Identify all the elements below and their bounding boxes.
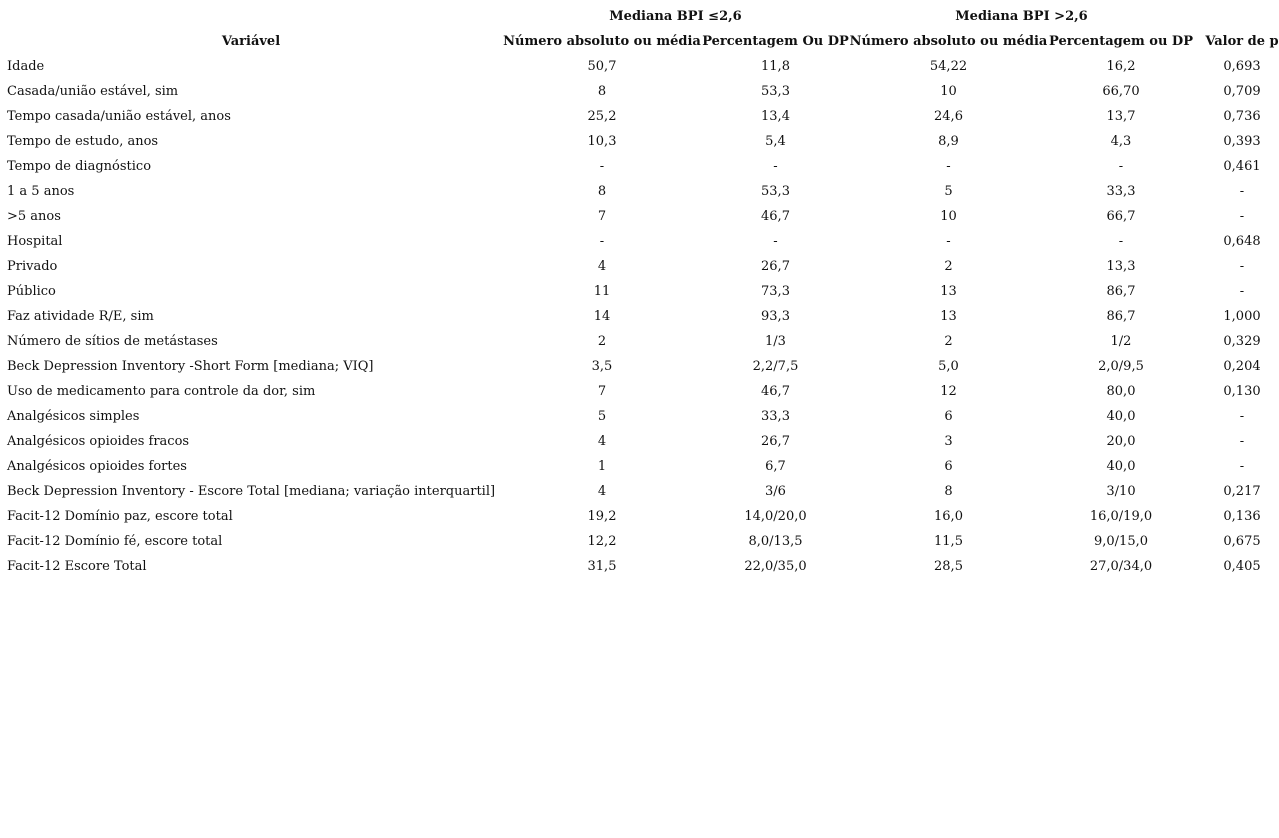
table-row — [0, 354, 1279, 379]
cell-variable: Beck Depression Inventory - Escore Total [mediana; variação interquartil] — [7, 484, 496, 499]
column-header-count-low: Número absoluto ou média — [503, 34, 701, 49]
cell-p-value: - — [1239, 259, 1245, 274]
cell-count-low: 10,3 — [587, 134, 617, 149]
table-row — [0, 179, 1279, 204]
cell-percent-low: 1/3 — [765, 334, 786, 349]
column-header-percent-high: Percentagem ou DP — [1049, 34, 1193, 49]
cell-count-high: 16,0 — [934, 509, 963, 524]
cell-percent-low: 33,3 — [761, 409, 790, 424]
cell-percent-high: 4,3 — [1110, 134, 1132, 149]
cell-count-high: - — [946, 159, 951, 174]
cell-percent-high: 13,7 — [1106, 109, 1136, 124]
table-row — [0, 454, 1279, 479]
cell-count-low: 2 — [597, 334, 607, 349]
cell-percent-low: 14,0/20,0 — [744, 509, 807, 524]
cell-count-low: 4 — [597, 259, 607, 274]
cell-count-high: 13 — [940, 309, 957, 324]
results-table — [0, 4, 1279, 579]
cell-percent-high: 1/2 — [1110, 334, 1132, 349]
cell-count-low: 12,2 — [587, 534, 617, 549]
column-header-count-high: Número absoluto ou média — [849, 34, 1048, 49]
cell-variable: Tempo de diagnóstico — [7, 159, 152, 174]
cell-p-value: 0,405 — [1223, 559, 1261, 574]
table-row — [0, 279, 1279, 304]
cell-p-value: - — [1239, 209, 1245, 224]
cell-percent-low: 93,3 — [761, 309, 790, 324]
cell-percent-low: 22,0/35,0 — [744, 559, 807, 574]
cell-count-high: 54,22 — [929, 59, 968, 74]
table-row — [0, 554, 1279, 579]
cell-variable: Uso de medicamento para controle da dor, sim — [7, 384, 316, 399]
cell-count-high: 24,6 — [934, 109, 963, 124]
table-row — [0, 404, 1279, 429]
cell-percent-low: 2,2/7,5 — [752, 359, 799, 374]
cell-variable: Analgésicos simples — [7, 409, 140, 424]
cell-variable: 1 a 5 anos — [7, 184, 75, 199]
cell-count-low: 1 — [597, 459, 607, 474]
cell-p-value: 0,217 — [1223, 484, 1261, 499]
cell-percent-low: 26,7 — [761, 259, 790, 274]
cell-variable: Número de sítios de metástases — [7, 334, 218, 349]
cell-count-high: 2 — [944, 259, 953, 274]
cell-count-high: 13 — [940, 284, 957, 299]
cell-percent-low: 11,8 — [761, 59, 790, 74]
cell-variable: Casada/união estável, sim — [7, 84, 179, 99]
cell-p-value: 0,136 — [1223, 509, 1261, 524]
cell-p-value: 0,461 — [1223, 159, 1261, 174]
column-header-p-value: Valor de p — [1205, 34, 1279, 49]
cell-count-high: 11,5 — [934, 534, 963, 549]
cell-percent-low: 8,0/13,5 — [748, 534, 803, 549]
cell-count-high: 10 — [940, 84, 957, 99]
cell-variable: Privado — [7, 259, 58, 274]
cell-p-value: - — [1239, 434, 1245, 449]
cell-count-low: 19,2 — [587, 509, 617, 524]
cell-count-high: 6 — [944, 459, 953, 474]
cell-p-value: 0,709 — [1223, 84, 1261, 99]
table-row — [0, 529, 1279, 554]
table-row — [0, 79, 1279, 104]
cell-percent-high: - — [1118, 159, 1124, 174]
table-header — [0, 4, 1279, 54]
cell-percent-low: 13,4 — [761, 109, 790, 124]
cell-count-high: 12 — [940, 384, 957, 399]
cell-variable: Tempo de estudo, anos — [7, 134, 159, 149]
cell-percent-high: 80,0 — [1106, 384, 1136, 399]
cell-count-low: 14 — [593, 309, 611, 324]
cell-percent-high: 86,7 — [1106, 284, 1136, 299]
group-header-row — [0, 4, 1279, 29]
cell-percent-high: 86,7 — [1106, 309, 1136, 324]
cell-variable: Tempo casada/união estável, anos — [7, 109, 231, 124]
cell-percent-low: 3/6 — [765, 484, 786, 499]
table-row — [0, 229, 1279, 254]
cell-count-high: 3 — [944, 434, 953, 449]
cell-count-high: 28,5 — [934, 559, 963, 574]
cell-variable: Beck Depression Inventory -Short Form [mediana; VIQ] — [7, 359, 374, 374]
cell-variable: Analgésicos opioides fracos — [7, 434, 190, 449]
cell-percent-low: 73,3 — [761, 284, 790, 299]
cell-count-low: 7 — [597, 209, 607, 224]
table-row — [0, 504, 1279, 529]
cell-percent-high: 3/10 — [1106, 484, 1136, 499]
cell-percent-high: 66,70 — [1102, 84, 1140, 99]
cell-percent-high: 40,0 — [1106, 459, 1136, 474]
cell-percent-high: 40,0 — [1106, 409, 1136, 424]
cell-percent-high: - — [1118, 234, 1124, 249]
cell-p-value: 1,000 — [1223, 309, 1261, 324]
cell-variable: Hospital — [7, 234, 63, 249]
cell-variable: Público — [7, 284, 56, 299]
empty-header-cell — [1194, 4, 1279, 29]
cell-percent-low: 26,7 — [761, 434, 790, 449]
cell-count-low: 4 — [597, 484, 607, 499]
table-row — [0, 379, 1279, 404]
cell-p-value: - — [1239, 459, 1245, 474]
cell-p-value: 0,204 — [1223, 359, 1261, 374]
cell-percent-high: 16,0/19,0 — [1089, 509, 1153, 524]
column-header-variable: Variável — [221, 34, 281, 49]
column-header-row — [0, 29, 1279, 54]
cell-percent-high: 20,0 — [1106, 434, 1136, 449]
table-row — [0, 429, 1279, 454]
cell-count-high: 2 — [944, 334, 953, 349]
cell-variable: Facit-12 Escore Total — [7, 559, 147, 574]
cell-percent-low: 46,7 — [761, 384, 790, 399]
cell-count-high: 6 — [944, 409, 953, 424]
group-header-low-bpi: Mediana BPI ≤2,6 — [609, 9, 742, 24]
cell-variable: Facit-12 Domínio paz, escore total — [7, 509, 233, 524]
cell-count-low: 8 — [597, 84, 607, 99]
cell-variable: Idade — [7, 59, 45, 74]
cell-variable: >5 anos — [7, 209, 61, 224]
cell-p-value: 0,675 — [1223, 534, 1261, 549]
cell-p-value: 0,130 — [1223, 384, 1261, 399]
table-row — [0, 329, 1279, 354]
table-row — [0, 54, 1279, 79]
cell-count-low: - — [599, 234, 605, 249]
cell-percent-high: 16,2 — [1106, 59, 1136, 74]
cell-count-high: 5 — [944, 184, 953, 199]
column-header-percent-low: Percentagem Ou DP — [702, 34, 849, 49]
cell-variable: Analgésicos opioides fortes — [7, 459, 187, 474]
table-body — [0, 54, 1279, 579]
table-row — [0, 304, 1279, 329]
table-row — [0, 479, 1279, 504]
cell-count-low: 50,7 — [587, 59, 617, 74]
cell-percent-high: 27,0/34,0 — [1089, 559, 1153, 574]
cell-percent-high: 13,3 — [1106, 259, 1136, 274]
cell-count-low: 8 — [597, 184, 607, 199]
table-row — [0, 154, 1279, 179]
cell-percent-high: 2,0/9,5 — [1098, 359, 1144, 374]
table-row — [0, 204, 1279, 229]
empty-header-cell — [0, 4, 502, 29]
cell-count-low: 31,5 — [587, 559, 617, 574]
cell-percent-low: 5,4 — [765, 134, 786, 149]
cell-p-value: - — [1239, 284, 1245, 299]
cell-percent-low: 53,3 — [761, 184, 790, 199]
cell-percent-low: 53,3 — [761, 84, 790, 99]
cell-count-low: 4 — [597, 434, 607, 449]
table-row — [0, 104, 1279, 129]
cell-p-value: - — [1239, 409, 1245, 424]
cell-variable: Facit-12 Domínio fé, escore total — [7, 534, 223, 549]
table-row — [0, 254, 1279, 279]
cell-percent-high: 66,7 — [1106, 209, 1136, 224]
cell-count-low: 11 — [593, 284, 611, 299]
cell-count-low: 5 — [597, 409, 607, 424]
cell-p-value: 0,393 — [1223, 134, 1261, 149]
cell-count-low: - — [599, 159, 605, 174]
cell-count-low: 7 — [597, 384, 607, 399]
cell-p-value: 0,648 — [1223, 234, 1261, 249]
table-row — [0, 129, 1279, 154]
cell-variable: Faz atividade R/E, sim — [7, 309, 154, 324]
cell-p-value: - — [1239, 184, 1245, 199]
cell-p-value: 0,736 — [1223, 109, 1261, 124]
cell-percent-high: 33,3 — [1106, 184, 1136, 199]
cell-percent-low: - — [773, 159, 778, 174]
cell-percent-low: 6,7 — [765, 459, 786, 474]
cell-p-value: 0,329 — [1223, 334, 1261, 349]
results-table-container — [0, 4, 1279, 579]
group-header-high-bpi: Mediana BPI >2,6 — [955, 9, 1088, 24]
cell-count-high: 8,9 — [938, 134, 959, 149]
cell-count-high: 10 — [940, 209, 957, 224]
cell-count-low: 25,2 — [587, 109, 617, 124]
cell-p-value: 0,693 — [1223, 59, 1261, 74]
cell-count-high: - — [946, 234, 951, 249]
cell-count-low: 3,5 — [591, 359, 613, 374]
cell-percent-high: 9,0/15,0 — [1094, 534, 1148, 549]
cell-percent-low: - — [773, 234, 778, 249]
cell-count-high: 5,0 — [938, 359, 959, 374]
cell-percent-low: 46,7 — [761, 209, 790, 224]
cell-count-high: 8 — [944, 484, 953, 499]
